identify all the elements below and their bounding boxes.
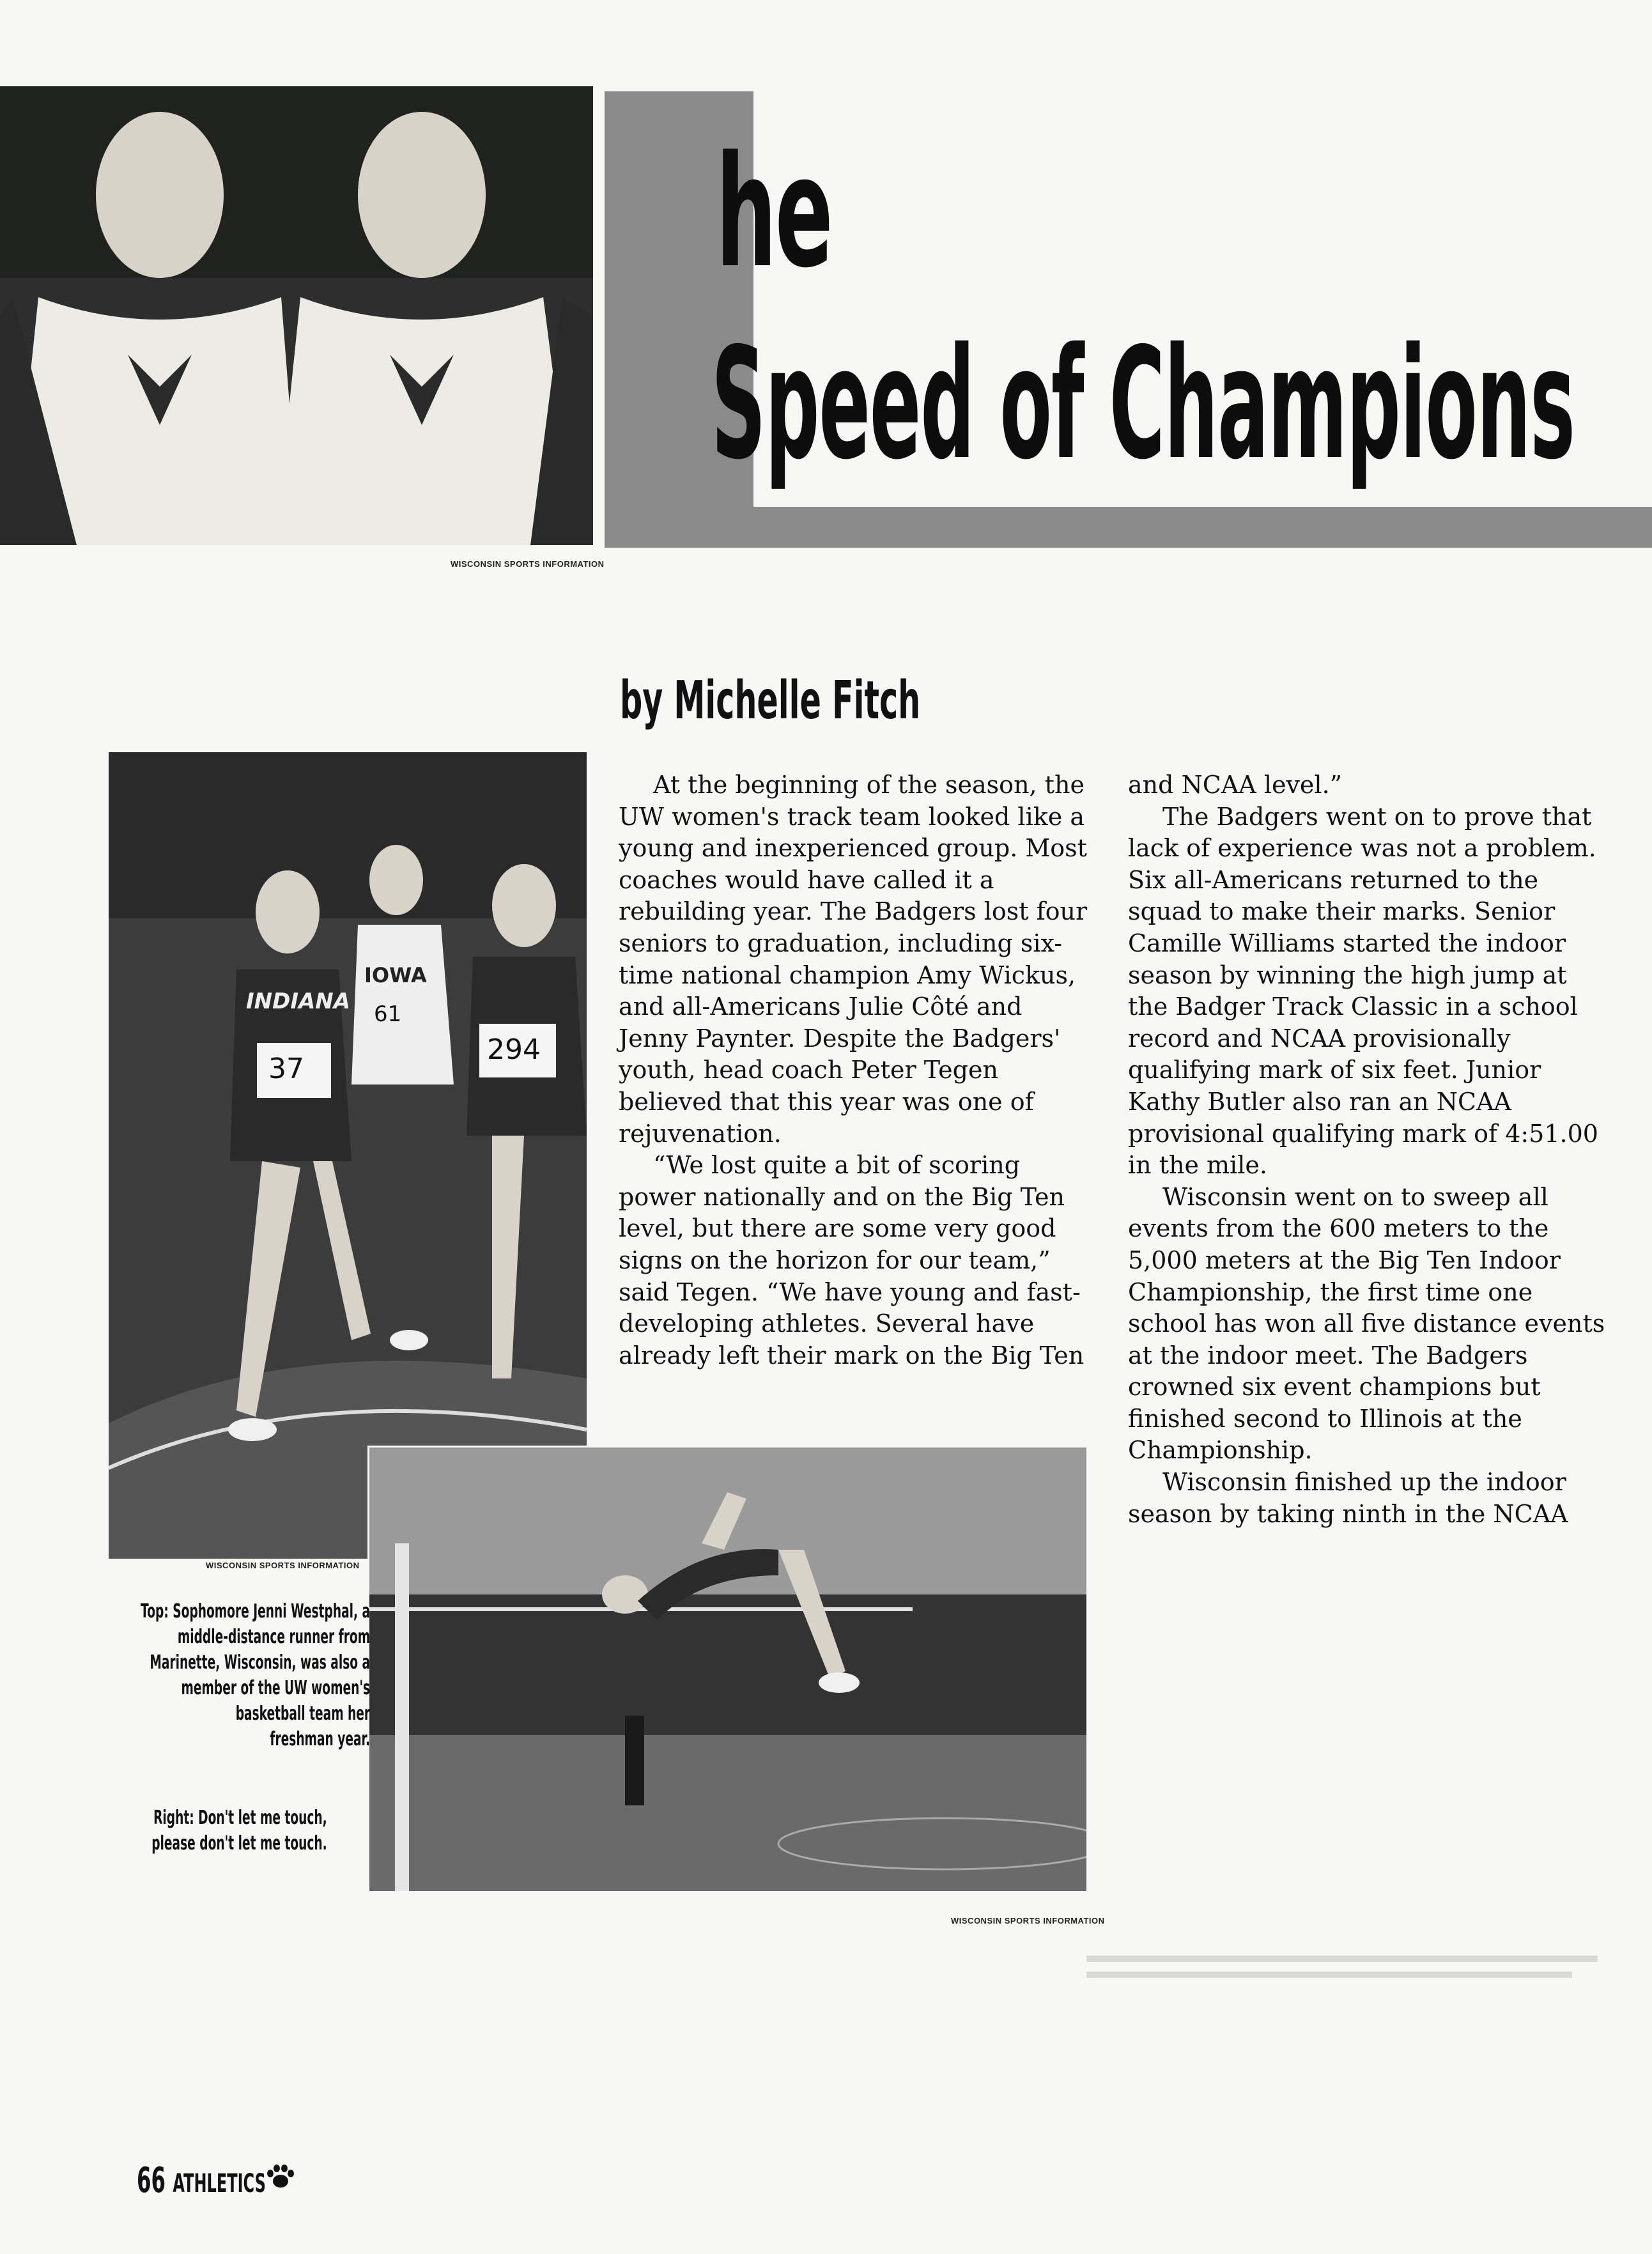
bleed-through bbox=[1086, 1972, 1572, 1978]
title-rule bbox=[716, 507, 1652, 548]
caption-top: Top: Sophomore Jenni Westphal, a middle-distance runner from Marinette, Wisconsin, was also a member of the UW women's basketball team her freshman year. bbox=[141, 1600, 371, 1750]
race-jersey-text: IOWA bbox=[364, 963, 427, 987]
race-photo bbox=[109, 752, 587, 1559]
highjump-photo bbox=[367, 1446, 1088, 1893]
section-name: ATHLETICS bbox=[173, 2169, 266, 2198]
caption-right: Right: Don't let me touch, please don't let me touch. bbox=[151, 1807, 327, 1855]
race-bib: 294 bbox=[487, 1033, 541, 1066]
paw-print-icon bbox=[265, 2163, 297, 2189]
photo-credit-race: WISCONSIN SPORTS INFORMATION bbox=[206, 1561, 360, 1570]
race-jersey-text: INDIANA bbox=[246, 989, 351, 1014]
page-number: 66 bbox=[137, 2160, 166, 2200]
top-photo bbox=[0, 86, 593, 545]
bleed-through bbox=[1086, 1956, 1598, 1962]
article-column-1 bbox=[619, 769, 1095, 1371]
race-bib: 61 bbox=[374, 1001, 402, 1027]
title-line1: he bbox=[716, 123, 832, 302]
photo-credit-highjump: WISCONSIN SPORTS INFORMATION bbox=[951, 1916, 1105, 1926]
paragraph: At the beginning of the season, the UW women's track team looked like a young and inexperienced group. Most coaches would have called it a rebuilding year. The Badgers lost four seniors to graduation, including six-time national champion Amy Wickus, and all-Americans Julie Côté and Jenny Paynter. Despite the Badgers' youth, head coach Peter Tegen believed that this year was one of rejuvenation. bbox=[619, 771, 1088, 1148]
paragraph: and NCAA level.” bbox=[1128, 771, 1343, 799]
paragraph: “We lost quite a bit of scoring power nationally and on the Big Ten level, but there are some very good signs on the horizon for our team,” said Tegen. “We have young and fast-developing athletes. Several have already left their mark on the Big Ten bbox=[619, 1151, 1085, 1370]
article-column-2 bbox=[1128, 769, 1610, 1530]
page-folio bbox=[137, 2160, 266, 2200]
title-line2: Speed of Champions bbox=[711, 314, 1575, 493]
paragraph: Wisconsin finished up the indoor season by taking ninth in the NCAA bbox=[1128, 1468, 1568, 1528]
paragraph: The Badgers went on to prove that lack of experience was not a problem. Six all-Americans returned to the squad to make their marks. Senior Camille Williams started the indoor season by winning the high jump at the Badger Track Classic in a school record and NCAA provisionally qualifying mark of six feet. Junior Kathy Butler also ran an NCAA provisional qualifying mark of 4:51.00 in the mile. bbox=[1128, 802, 1598, 1180]
race-bib: 37 bbox=[268, 1053, 304, 1085]
photo-credit-top: WISCONSIN SPORTS INFORMATION bbox=[451, 559, 605, 569]
byline: by Michelle Fitch bbox=[620, 670, 921, 731]
paragraph: Wisconsin went on to sweep all events from the 600 meters to the 5,000 meters at the Big Ten Indoor Championship, the first time one school has won all five distance events at the indoor meet. The Badgers crowned six event champions but finished second to Illinois at the Championship. bbox=[1128, 1182, 1605, 1465]
